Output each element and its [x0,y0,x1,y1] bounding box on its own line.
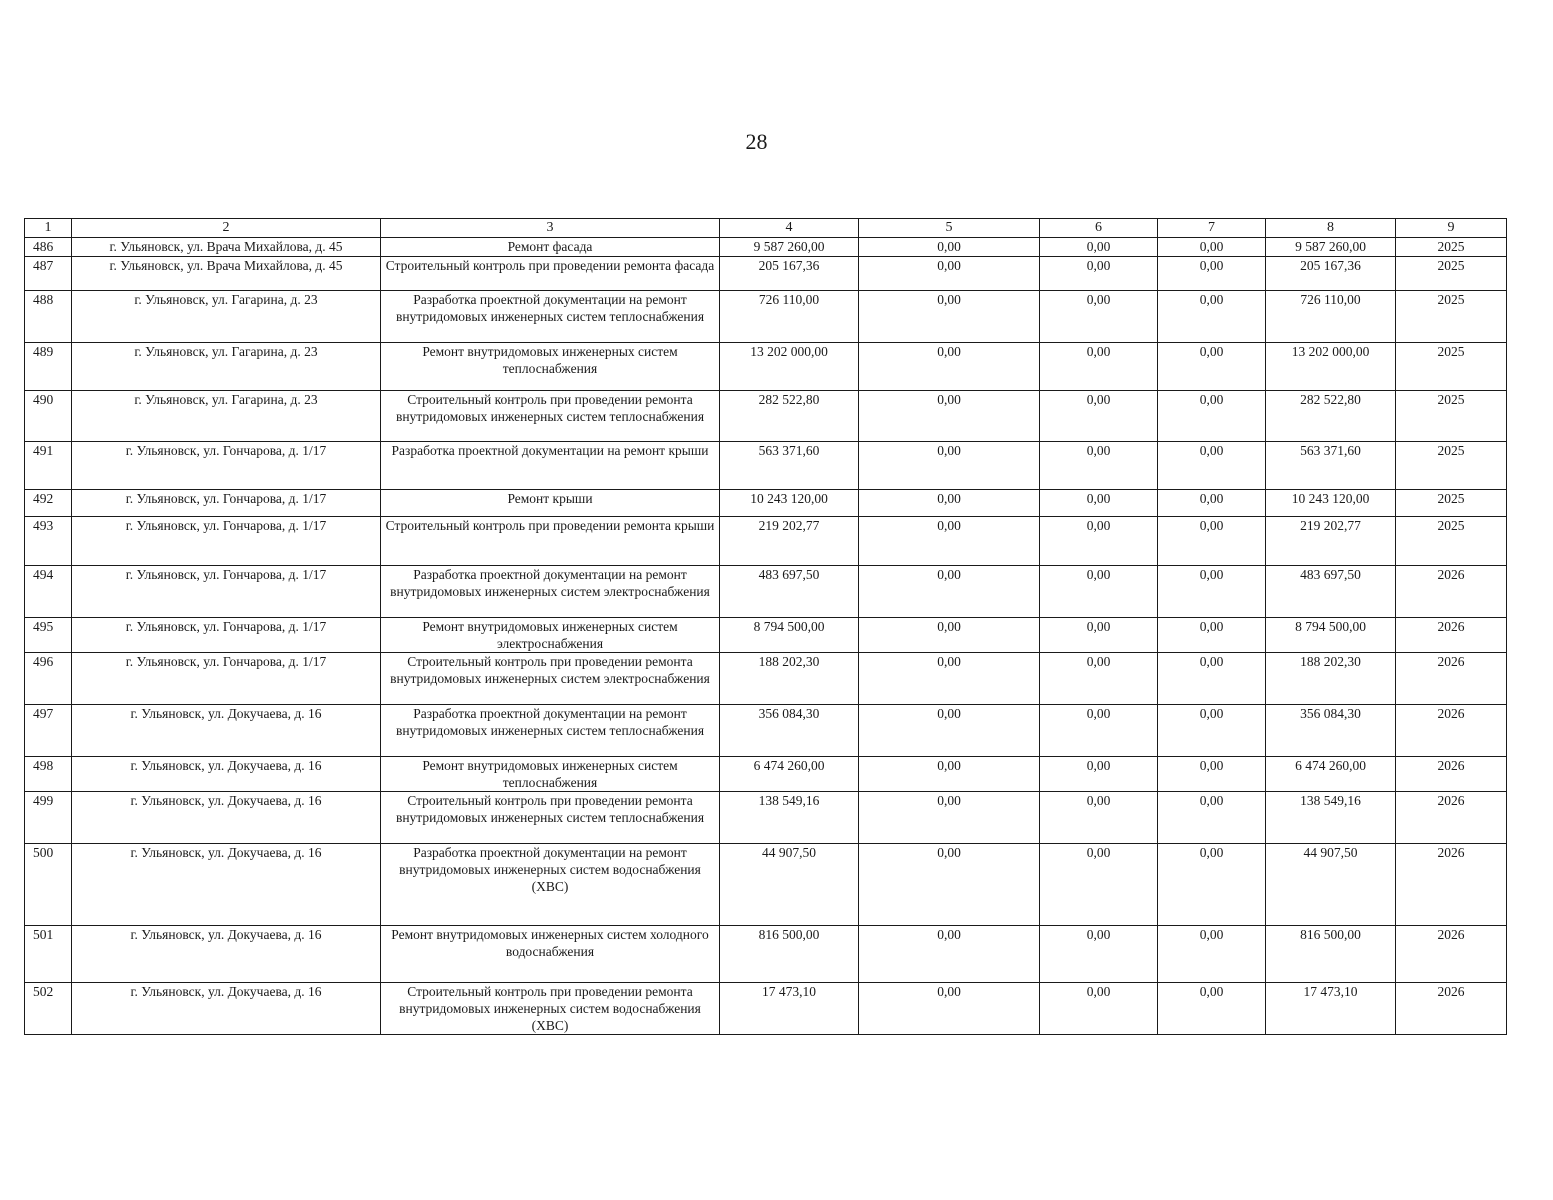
cost-col7-cell: 0,00 [1158,291,1266,343]
work-type-cell: Разработка проектной документации на ремонт внутридомовых инженерных систем водоснабжения (ХВС) [381,844,720,926]
cost-col8-cell: 9 587 260,00 [1266,238,1396,257]
cost-col6-cell: 0,00 [1040,844,1158,926]
cost-total-cell: 9 587 260,00 [720,238,859,257]
cost-total-cell: 17 473,10 [720,983,859,1035]
cost-col7-cell: 0,00 [1158,792,1266,844]
row-number: 495 [25,618,72,653]
page-number: 28 [745,129,768,154]
row-number: 486 [25,238,72,257]
cost-total-cell: 10 243 120,00 [720,490,859,517]
table-row [25,792,1507,844]
address-cell: г. Ульяновск, ул. Гончарова, д. 1/17 [72,517,381,566]
work-type-cell: Ремонт внутридомовых инженерных систем электроснабжения [381,618,720,653]
address-cell: г. Ульяновск, ул. Гончарова, д. 1/17 [72,490,381,517]
cost-col6-cell: 0,00 [1040,926,1158,983]
cost-col5-cell: 0,00 [859,844,1040,926]
address-cell: г. Ульяновск, ул. Врача Михайлова, д. 45 [72,257,381,291]
cost-col6-cell: 0,00 [1040,705,1158,757]
cost-col7-cell: 0,00 [1158,343,1266,391]
year-cell: 2025 [1396,391,1507,442]
cost-col5-cell: 0,00 [859,983,1040,1035]
address-cell: г. Ульяновск, ул. Докучаева, д. 16 [72,757,381,792]
cost-total-cell: 13 202 000,00 [720,343,859,391]
year-cell: 2026 [1396,705,1507,757]
year-cell: 2026 [1396,792,1507,844]
row-number: 494 [25,566,72,618]
work-type-cell: Разработка проектной документации на ремонт внутридомовых инженерных систем теплоснабжения [381,291,720,343]
column-header: 7 [1158,219,1266,238]
table-row [25,517,1507,566]
cost-col8-cell: 6 474 260,00 [1266,757,1396,792]
column-header: 1 [25,219,72,238]
cost-total-cell: 219 202,77 [720,517,859,566]
cost-total-cell: 726 110,00 [720,291,859,343]
cost-total-cell: 188 202,30 [720,653,859,705]
year-cell: 2025 [1396,257,1507,291]
address-cell: г. Ульяновск, ул. Докучаева, д. 16 [72,983,381,1035]
cost-total-cell: 356 084,30 [720,705,859,757]
row-number: 491 [25,442,72,490]
cost-col6-cell: 0,00 [1040,238,1158,257]
cost-total-cell: 138 549,16 [720,792,859,844]
address-cell: г. Ульяновск, ул. Докучаева, д. 16 [72,926,381,983]
work-type-cell: Ремонт внутридомовых инженерных систем теплоснабжения [381,757,720,792]
address-cell: г. Ульяновск, ул. Гагарина, д. 23 [72,343,381,391]
work-type-cell: Ремонт внутридомовых инженерных систем теплоснабжения [381,343,720,391]
cost-col8-cell: 10 243 120,00 [1266,490,1396,517]
cost-col8-cell: 205 167,36 [1266,257,1396,291]
row-number: 501 [25,926,72,983]
row-number: 499 [25,792,72,844]
cost-col6-cell: 0,00 [1040,257,1158,291]
year-cell: 2025 [1396,490,1507,517]
cost-col6-cell: 0,00 [1040,653,1158,705]
cost-col8-cell: 44 907,50 [1266,844,1396,926]
cost-col5-cell: 0,00 [859,618,1040,653]
cost-col6-cell: 0,00 [1040,517,1158,566]
work-type-cell: Разработка проектной документации на ремонт внутридомовых инженерных систем электроснабжения [381,566,720,618]
cost-col8-cell: 17 473,10 [1266,983,1396,1035]
cost-col8-cell: 356 084,30 [1266,705,1396,757]
year-cell: 2026 [1396,653,1507,705]
cost-col6-cell: 0,00 [1040,490,1158,517]
column-header: 2 [72,219,381,238]
column-header: 4 [720,219,859,238]
cost-col5-cell: 0,00 [859,442,1040,490]
cost-col7-cell: 0,00 [1158,257,1266,291]
cost-col7-cell: 0,00 [1158,566,1266,618]
column-header: 9 [1396,219,1507,238]
work-type-cell: Ремонт внутридомовых инженерных систем холодного водоснабжения [381,926,720,983]
cost-col8-cell: 816 500,00 [1266,926,1396,983]
cost-total-cell: 44 907,50 [720,844,859,926]
address-cell: г. Ульяновск, ул. Гончарова, д. 1/17 [72,442,381,490]
table-row [25,490,1507,517]
year-cell: 2025 [1396,442,1507,490]
row-number: 496 [25,653,72,705]
work-type-cell: Строительный контроль при проведении ремонта внутридомовых инженерных систем теплоснабжения [381,391,720,442]
table-row [25,705,1507,757]
cost-col7-cell: 0,00 [1158,238,1266,257]
cost-col7-cell: 0,00 [1158,517,1266,566]
cost-col6-cell: 0,00 [1040,983,1158,1035]
year-cell: 2026 [1396,757,1507,792]
cost-col7-cell: 0,00 [1158,844,1266,926]
table-row [25,257,1507,291]
row-number: 502 [25,983,72,1035]
cost-col7-cell: 0,00 [1158,618,1266,653]
column-header: 5 [859,219,1040,238]
cost-col7-cell: 0,00 [1158,391,1266,442]
address-cell: г. Ульяновск, ул. Гончарова, д. 1/17 [72,566,381,618]
row-number: 500 [25,844,72,926]
cost-col8-cell: 188 202,30 [1266,653,1396,705]
capital-repair-table [24,218,1507,1035]
cost-col7-cell: 0,00 [1158,490,1266,517]
row-number: 488 [25,291,72,343]
address-cell: г. Ульяновск, ул. Гончарова, д. 1/17 [72,618,381,653]
cost-col7-cell: 0,00 [1158,653,1266,705]
row-number: 489 [25,343,72,391]
table-row [25,391,1507,442]
work-type-cell: Ремонт крыши [381,490,720,517]
cost-total-cell: 563 371,60 [720,442,859,490]
cost-col5-cell: 0,00 [859,653,1040,705]
cost-total-cell: 6 474 260,00 [720,757,859,792]
table-row [25,291,1507,343]
address-cell: г. Ульяновск, ул. Гончарова, д. 1/17 [72,653,381,705]
column-header: 3 [381,219,720,238]
cost-col6-cell: 0,00 [1040,618,1158,653]
row-number: 497 [25,705,72,757]
row-number: 498 [25,757,72,792]
year-cell: 2026 [1396,566,1507,618]
address-cell: г. Ульяновск, ул. Докучаева, д. 16 [72,792,381,844]
cost-col8-cell: 726 110,00 [1266,291,1396,343]
cost-col8-cell: 138 549,16 [1266,792,1396,844]
column-header: 8 [1266,219,1396,238]
year-cell: 2025 [1396,291,1507,343]
cost-total-cell: 8 794 500,00 [720,618,859,653]
cost-col8-cell: 8 794 500,00 [1266,618,1396,653]
cost-col5-cell: 0,00 [859,566,1040,618]
table-header-row [25,219,1507,238]
address-cell: г. Ульяновск, ул. Докучаева, д. 16 [72,705,381,757]
table-row [25,926,1507,983]
cost-col8-cell: 483 697,50 [1266,566,1396,618]
cost-col6-cell: 0,00 [1040,566,1158,618]
cost-col5-cell: 0,00 [859,490,1040,517]
address-cell: г. Ульяновск, ул. Гагарина, д. 23 [72,391,381,442]
address-cell: г. Ульяновск, ул. Докучаева, д. 16 [72,844,381,926]
cost-total-cell: 282 522,80 [720,391,859,442]
cost-col6-cell: 0,00 [1040,291,1158,343]
table-row [25,844,1507,926]
cost-col5-cell: 0,00 [859,792,1040,844]
cost-total-cell: 483 697,50 [720,566,859,618]
cost-total-cell: 205 167,36 [720,257,859,291]
cost-col5-cell: 0,00 [859,257,1040,291]
cost-col8-cell: 13 202 000,00 [1266,343,1396,391]
column-header: 6 [1040,219,1158,238]
cost-col6-cell: 0,00 [1040,442,1158,490]
table-row [25,653,1507,705]
cost-col5-cell: 0,00 [859,517,1040,566]
year-cell: 2026 [1396,926,1507,983]
cost-col7-cell: 0,00 [1158,926,1266,983]
cost-total-cell: 816 500,00 [720,926,859,983]
table-row [25,238,1507,257]
row-number: 487 [25,257,72,291]
table-row [25,566,1507,618]
work-type-cell: Строительный контроль при проведении ремонта фасада [381,257,720,291]
cost-col5-cell: 0,00 [859,291,1040,343]
address-cell: г. Ульяновск, ул. Врача Михайлова, д. 45 [72,238,381,257]
cost-col5-cell: 0,00 [859,926,1040,983]
year-cell: 2025 [1396,343,1507,391]
work-type-cell: Ремонт фасада [381,238,720,257]
work-type-cell: Разработка проектной документации на ремонт внутридомовых инженерных систем теплоснабжения [381,705,720,757]
cost-col8-cell: 282 522,80 [1266,391,1396,442]
row-number: 490 [25,391,72,442]
table-row [25,618,1507,653]
address-cell: г. Ульяновск, ул. Гагарина, д. 23 [72,291,381,343]
work-type-cell: Строительный контроль при проведении ремонта внутридомовых инженерных систем теплоснабжения [381,792,720,844]
table-row [25,343,1507,391]
work-type-cell: Строительный контроль при проведении ремонта внутридомовых инженерных систем электроснабжения [381,653,720,705]
row-number: 492 [25,490,72,517]
table-row [25,757,1507,792]
cost-col5-cell: 0,00 [859,757,1040,792]
table-row [25,983,1507,1035]
cost-col5-cell: 0,00 [859,238,1040,257]
cost-col5-cell: 0,00 [859,391,1040,442]
cost-col7-cell: 0,00 [1158,757,1266,792]
cost-col5-cell: 0,00 [859,343,1040,391]
cost-col6-cell: 0,00 [1040,757,1158,792]
work-type-cell: Строительный контроль при проведении ремонта крыши [381,517,720,566]
year-cell: 2026 [1396,618,1507,653]
cost-col7-cell: 0,00 [1158,442,1266,490]
cost-col7-cell: 0,00 [1158,983,1266,1035]
cost-col6-cell: 0,00 [1040,391,1158,442]
cost-col8-cell: 219 202,77 [1266,517,1396,566]
table-row [25,442,1507,490]
cost-col6-cell: 0,00 [1040,792,1158,844]
year-cell: 2026 [1396,983,1507,1035]
row-number: 493 [25,517,72,566]
year-cell: 2025 [1396,517,1507,566]
cost-col7-cell: 0,00 [1158,705,1266,757]
work-type-cell: Строительный контроль при проведении ремонта внутридомовых инженерных систем водоснабжения (ХВС) [381,983,720,1035]
work-type-cell: Разработка проектной документации на ремонт крыши [381,442,720,490]
cost-col8-cell: 563 371,60 [1266,442,1396,490]
year-cell: 2025 [1396,238,1507,257]
cost-col6-cell: 0,00 [1040,343,1158,391]
year-cell: 2026 [1396,844,1507,926]
cost-col5-cell: 0,00 [859,705,1040,757]
